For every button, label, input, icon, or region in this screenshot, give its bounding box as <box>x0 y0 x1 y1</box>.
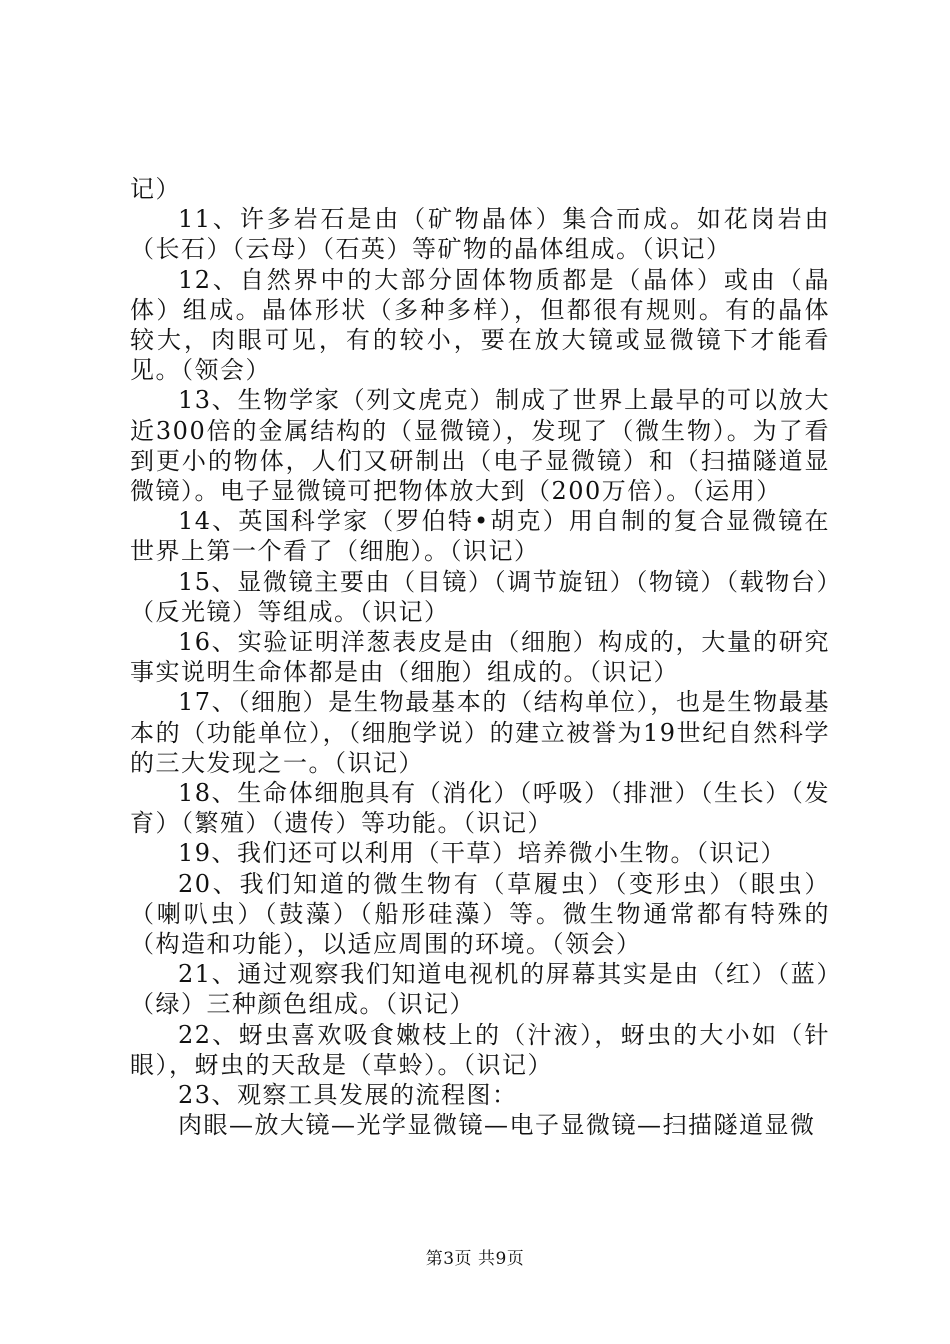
paragraph: 23、观察工具发展的流程图： <box>178 1081 518 1110</box>
paragraph: 15、显微镜主要由（目镜）（调节旋钮）（物镜）（载物台）（反光镜）等组成。（识记） <box>130 567 830 626</box>
paragraph: 11、许多岩石是由（矿物晶体）集合而成。如花岗岩由（长石）（云母）（石英）等矿物的晶体组成。（识记） <box>130 205 830 264</box>
paragraph: 13、生物学家（列文虎克）制成了世界上最早的可以放大近300倍的金属结构的（显微镜），发现了（微生物）。为了看到更小的物体，人们又研制出（电子显微镜）和（扫描隧道显微镜）。电子显微镜可把物体放大到（200万倍）。（运用） <box>130 386 830 506</box>
paragraph: 肉眼—放大镜—光学显微镜—电子显微镜—扫描隧道显微 <box>178 1111 816 1140</box>
paragraph: 21、通过观察我们知道电视机的屏幕其实是由（红）（蓝）（绿）三种颜色组成。（识记） <box>130 960 830 1019</box>
paragraph: 20、我们知道的微生物有（草履虫）（变形虫）（眼虫）（喇叭虫）（鼓藻）（船形硅藻）等。微生物通常都有特殊的（构造和功能），以适应周围的环境。（领会） <box>130 869 830 959</box>
paragraph: 18、生命体细胞具有（消化）（呼吸）（排泄）（生长）（发育）（繁殖）（遗传）等功能。（识记） <box>130 779 830 838</box>
paragraph: 记） <box>130 175 181 203</box>
paragraph: 14、英国科学家（罗伯特•胡克）用自制的复合显微镜在世界上第一个看了（细胞）。（识记） <box>130 507 830 566</box>
paragraph: 19、我们还可以利用（干草）培养微小生物。（识记） <box>178 839 787 868</box>
paragraph: 12、自然界中的大部分固体物质都是（晶体）或由（晶体）组成。晶体形状（多种多样），但都很有规则。有的晶体较大，肉眼可见，有的较小，要在放大镜或显微镜下才能看见。（领会） <box>130 265 830 385</box>
page-footer: 第3页 共9页 <box>425 1249 525 1269</box>
paragraph: 22、蚜虫喜欢吸食嫩枝上的（汁液），蚜虫的大小如（针眼），蚜虫的天敌是（草蛉）。（识记） <box>130 1020 830 1079</box>
paragraph: 16、实验证明洋葱表皮是由（细胞）构成的，大量的研究事实说明生命体都是由（细胞）组成的。（识记） <box>130 628 830 687</box>
body-text <box>130 174 830 1141</box>
paragraph: 17、（细胞）是生物最基本的（结构单位），也是生物最基本的（功能单位），（细胞学说）的建立被誉为19世纪自然科学的三大发现之一。（识记） <box>130 688 830 777</box>
